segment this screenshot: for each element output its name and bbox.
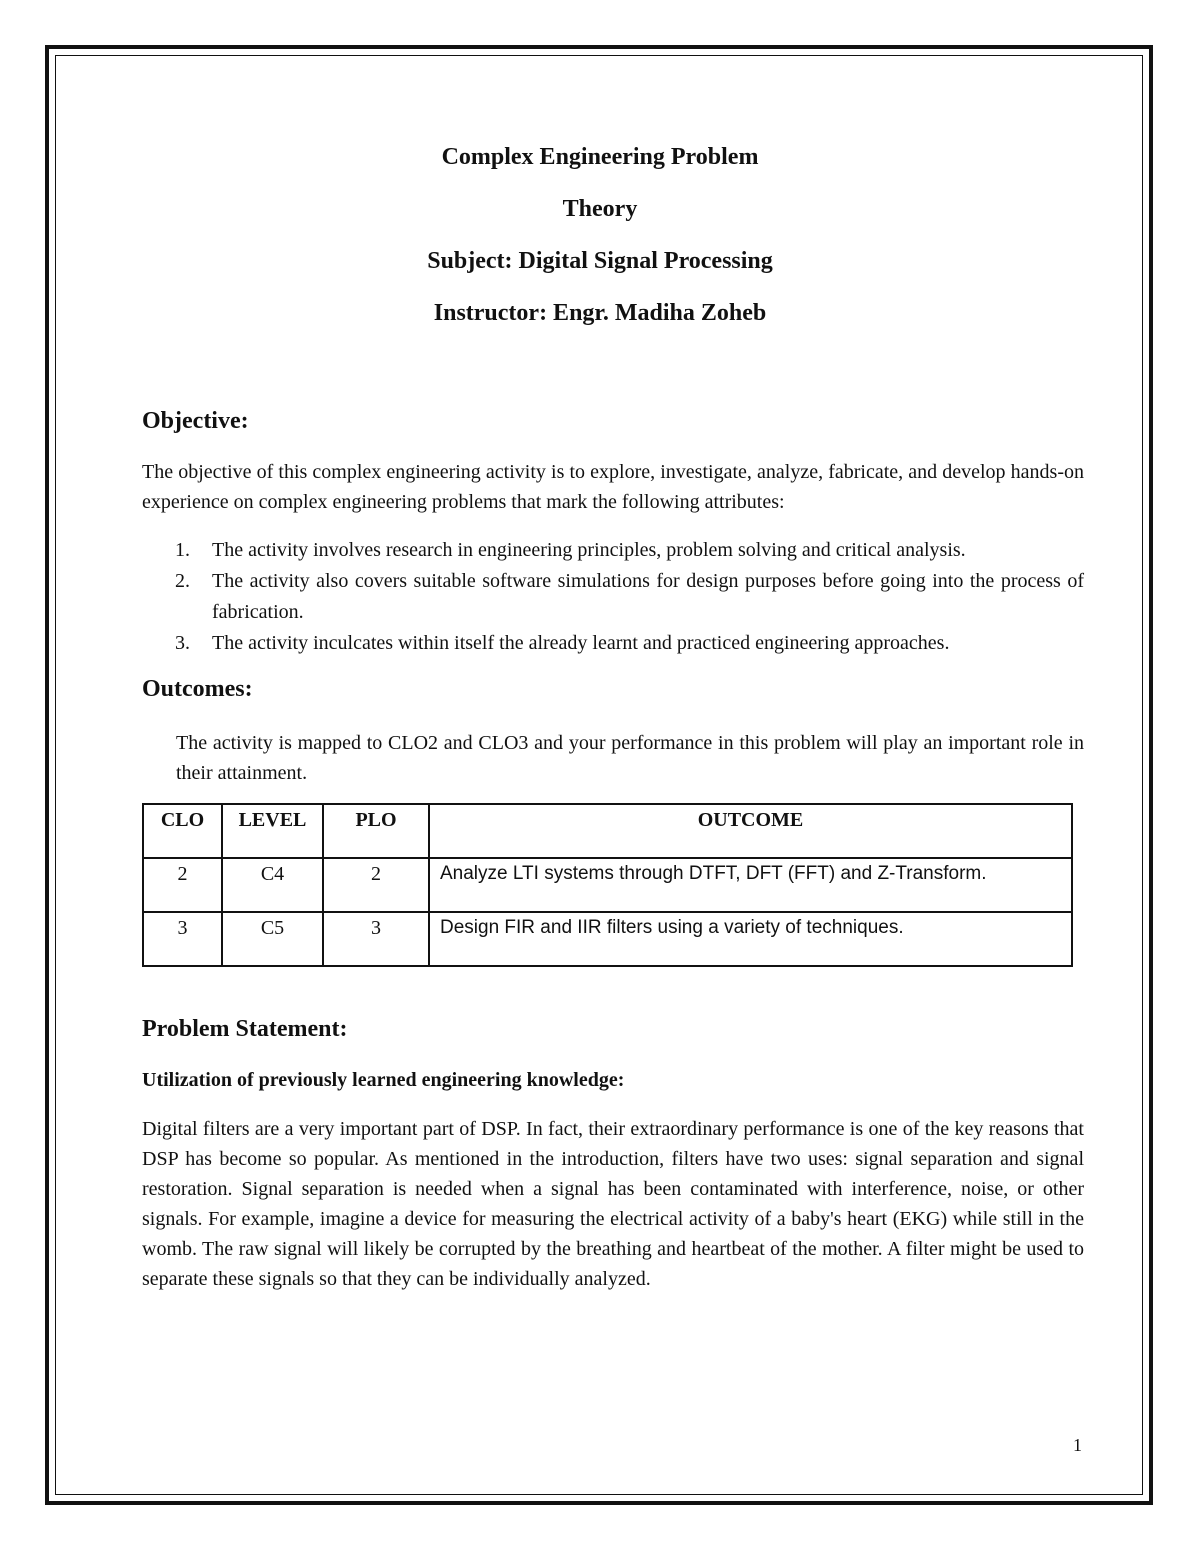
problem-text: Digital filters are a very important part of DSP. In fact, their extraordinary performance is one of the key reasons that DSP has become so popular. As mentioned in the introduction, filters have two uses: signal separation and signal restoration. Signal separation is needed when a signal has been contaminated with interference, noise, or other signals. For example, imagine a device for measuring the electrical activity of a baby's heart (EKG) while still in the womb. The raw signal will likely be corrupted by the breathing and heartbeat of the mother. A filter might be used to separate these signals so that they can be individually analyzed. bbox=[142, 1118, 1084, 1290]
cell-clo: 3 bbox=[143, 912, 222, 966]
list-item bbox=[142, 628, 1084, 659]
table-header-row bbox=[143, 804, 1072, 858]
table-row bbox=[143, 912, 1072, 966]
list-item bbox=[142, 535, 1084, 566]
header-outcome: OUTCOME bbox=[429, 804, 1072, 858]
header-plo: PLO bbox=[323, 804, 429, 858]
header-level: LEVEL bbox=[222, 804, 323, 858]
cell-plo: 2 bbox=[323, 858, 429, 912]
cell-outcome: Analyze LTI systems through DTFT, DFT (FFT) and Z-Transform. bbox=[429, 858, 1072, 912]
page-number: 1 bbox=[1073, 1435, 1082, 1455]
document-type: Theory bbox=[562, 196, 638, 222]
cell-level: C4 bbox=[222, 858, 323, 912]
list-item-number: 2. bbox=[175, 570, 190, 592]
outcomes-heading: Outcomes: bbox=[142, 676, 253, 702]
table-row bbox=[143, 858, 1072, 912]
outcomes-text: The activity is mapped to CLO2 and CLO3 and your performance in this problem will play an important role in their attainment. bbox=[176, 732, 1084, 784]
document-title: Complex Engineering Problem bbox=[441, 144, 759, 170]
cell-plo: 3 bbox=[323, 912, 429, 966]
objective-list bbox=[142, 535, 1084, 659]
objective-heading: Objective: bbox=[142, 408, 249, 434]
cell-clo: 2 bbox=[143, 858, 222, 912]
subject-line: Subject: Digital Signal Processing bbox=[427, 248, 773, 274]
list-item-text: The activity also covers suitable software simulations for design purposes before going into the process of fabrication. bbox=[212, 570, 1084, 623]
list-item-number: 3. bbox=[175, 632, 190, 654]
problem-heading: Problem Statement: bbox=[142, 1016, 348, 1042]
instructor-line: Instructor: Engr. Madiha Zoheb bbox=[433, 300, 767, 326]
problem-subheading: Utilization of previously learned engineering knowledge: bbox=[142, 1069, 625, 1091]
header-clo: CLO bbox=[143, 804, 222, 858]
cell-level: C5 bbox=[222, 912, 323, 966]
clo-table bbox=[142, 803, 1073, 967]
list-item-text: The activity involves research in engineering principles, problem solving and critical analysis. bbox=[212, 539, 966, 561]
list-item-number: 1. bbox=[175, 539, 190, 561]
objective-intro: The objective of this complex engineering activity is to explore, investigate, analyze, fabricate, and develop hands-on experience on complex engineering problems that mark the following attributes: bbox=[142, 461, 1084, 513]
list-item-text: The activity inculcates within itself the already learnt and practiced engineering approaches. bbox=[212, 632, 950, 654]
cell-outcome: Design FIR and IIR filters using a variety of techniques. bbox=[429, 912, 1072, 966]
list-item bbox=[142, 566, 1084, 628]
